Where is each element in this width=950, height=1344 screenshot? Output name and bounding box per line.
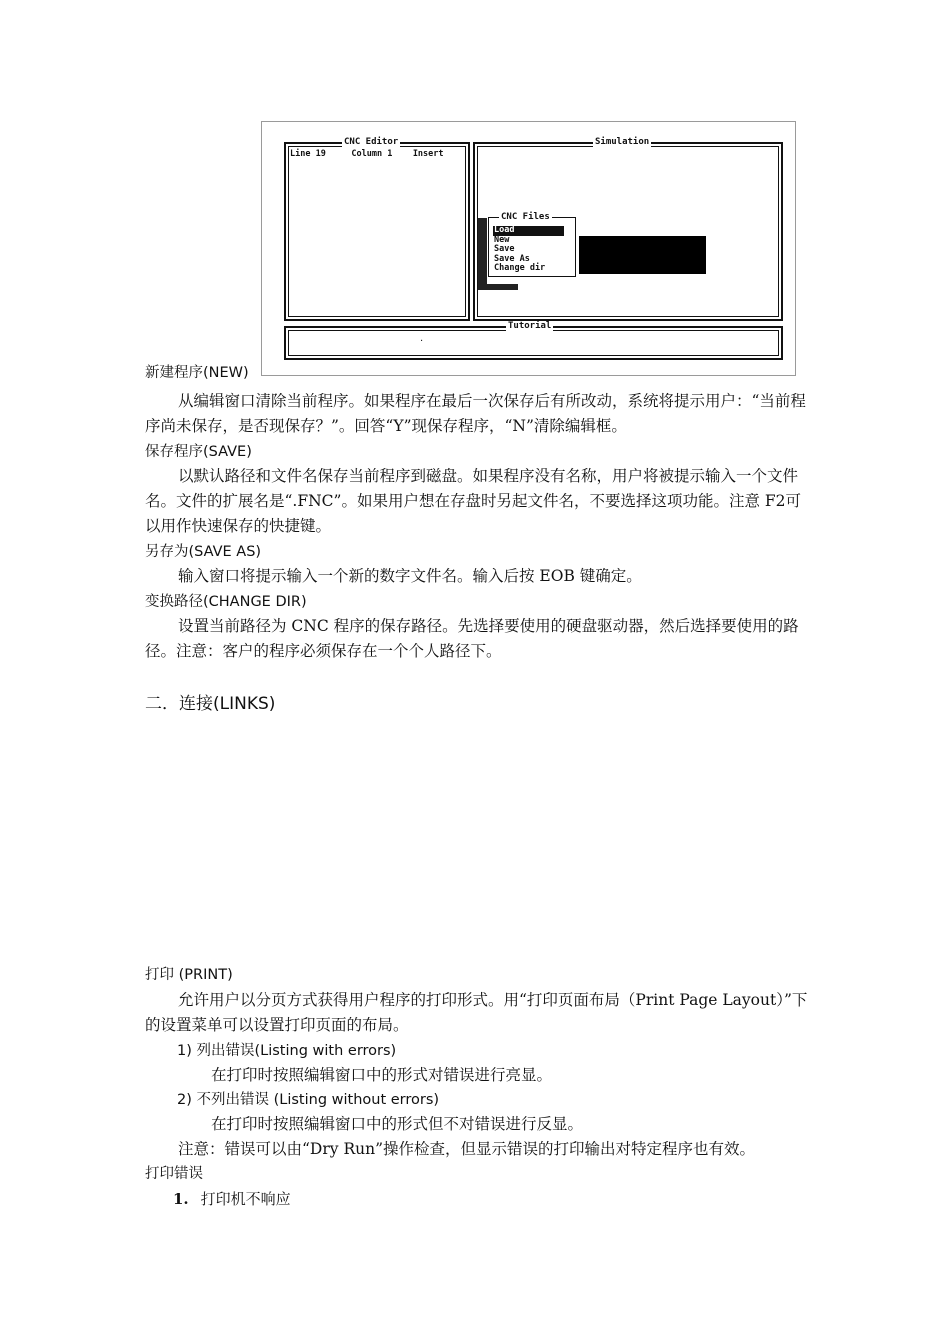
listing-without-errors-body: 在打印时按照编辑窗口中的形式但不对错误进行反显。 [211, 1115, 584, 1133]
print-heading: 打印 (PRINT) [145, 967, 233, 983]
print-errors-heading: 打印错误 [145, 1166, 203, 1182]
editor-window-title: CNC Editor [344, 137, 399, 147]
input-box-black [579, 236, 706, 274]
menu-item-change-dir[interactable]: Change dir [494, 263, 546, 273]
editor-status-line: Line 19 Column 1 Insert [290, 149, 444, 159]
cnc-files-menu-title: CNC Files [501, 212, 550, 222]
listing-without-errors-heading: 2) 不列出错误 (Listing without errors) [177, 1092, 440, 1108]
menu-shadow-bottom [478, 284, 518, 290]
change-dir-body: 设置当前路径为 CNC 程序的保存路径。先选择要使用的硬盘驱动器，然后选择要使用的路径。注意：客户的程序必须保存在一个个人路径下。 [145, 617, 799, 660]
print-body: 允许用户以分页方式获得用户程序的打印形式。用“打印页面布局（Print Page Layout）”下的设置菜单可以设置打印页面的布局。 [145, 991, 808, 1034]
links-heading: 二．连接(LINKS) [145, 694, 276, 714]
save-as-heading: 另存为(SAVE AS) [145, 544, 262, 560]
listing-with-errors-heading: 1) 列出错误(Listing with errors) [177, 1043, 397, 1059]
menu-item-save[interactable]: Save [494, 244, 515, 254]
print-error-item-number: 1. [173, 1190, 189, 1208]
tutorial-window-title: Tutorial [508, 321, 552, 331]
cnc-editor-window [284, 137, 470, 321]
simulation-window-title: Simulation [595, 137, 650, 147]
tutorial-dot: · [420, 336, 424, 347]
menu-shadow [478, 218, 487, 290]
menu-item-load[interactable]: Load [493, 226, 564, 236]
print-error-item [173, 1188, 291, 1209]
menu-item-save-as[interactable]: Save As [494, 254, 530, 264]
tutorial-window [284, 321, 783, 360]
save-as-body: 输入窗口将提示输入一个新的数字文件名。输入后按 EOB 键确定。 [178, 567, 642, 585]
save-body: 以默认路径和文件名保存当前程序到磁盘。如果程序没有名称，用户将被提示输入一个文件名。文件的扩展名是“.FNC”。如果用户想在存盘时另起文件名，不要选择这项功能。注意 F2可以用作快速保存的快捷键。 [145, 467, 801, 535]
menu-item-new[interactable]: New [494, 235, 510, 245]
new-body: 从编辑窗口清除当前程序。如果程序在最后一次保存后有所改动，系统将提示用户：“当前程序尚未保存，是否现保存？”。回答“Y”现保存程序，“N”清除编辑框。 [145, 392, 806, 435]
listing-with-errors-body: 在打印时按照编辑窗口中的形式对错误进行亮显。 [211, 1066, 553, 1084]
print-error-item-text: 打印机不响应 [200, 1190, 291, 1208]
cnc-files-menu [488, 212, 576, 277]
change-dir-heading: 变换路径(CHANGE DIR) [145, 594, 307, 610]
note-text: 注意：错误可以由“Dry Run”操作检查，但显示错误的打印输出对特定程序也有效。 [178, 1140, 756, 1158]
save-heading: 保存程序(SAVE) [145, 444, 252, 460]
new-heading: 新建程序(NEW) [145, 365, 249, 381]
cnc-software-screenshot [261, 121, 796, 376]
